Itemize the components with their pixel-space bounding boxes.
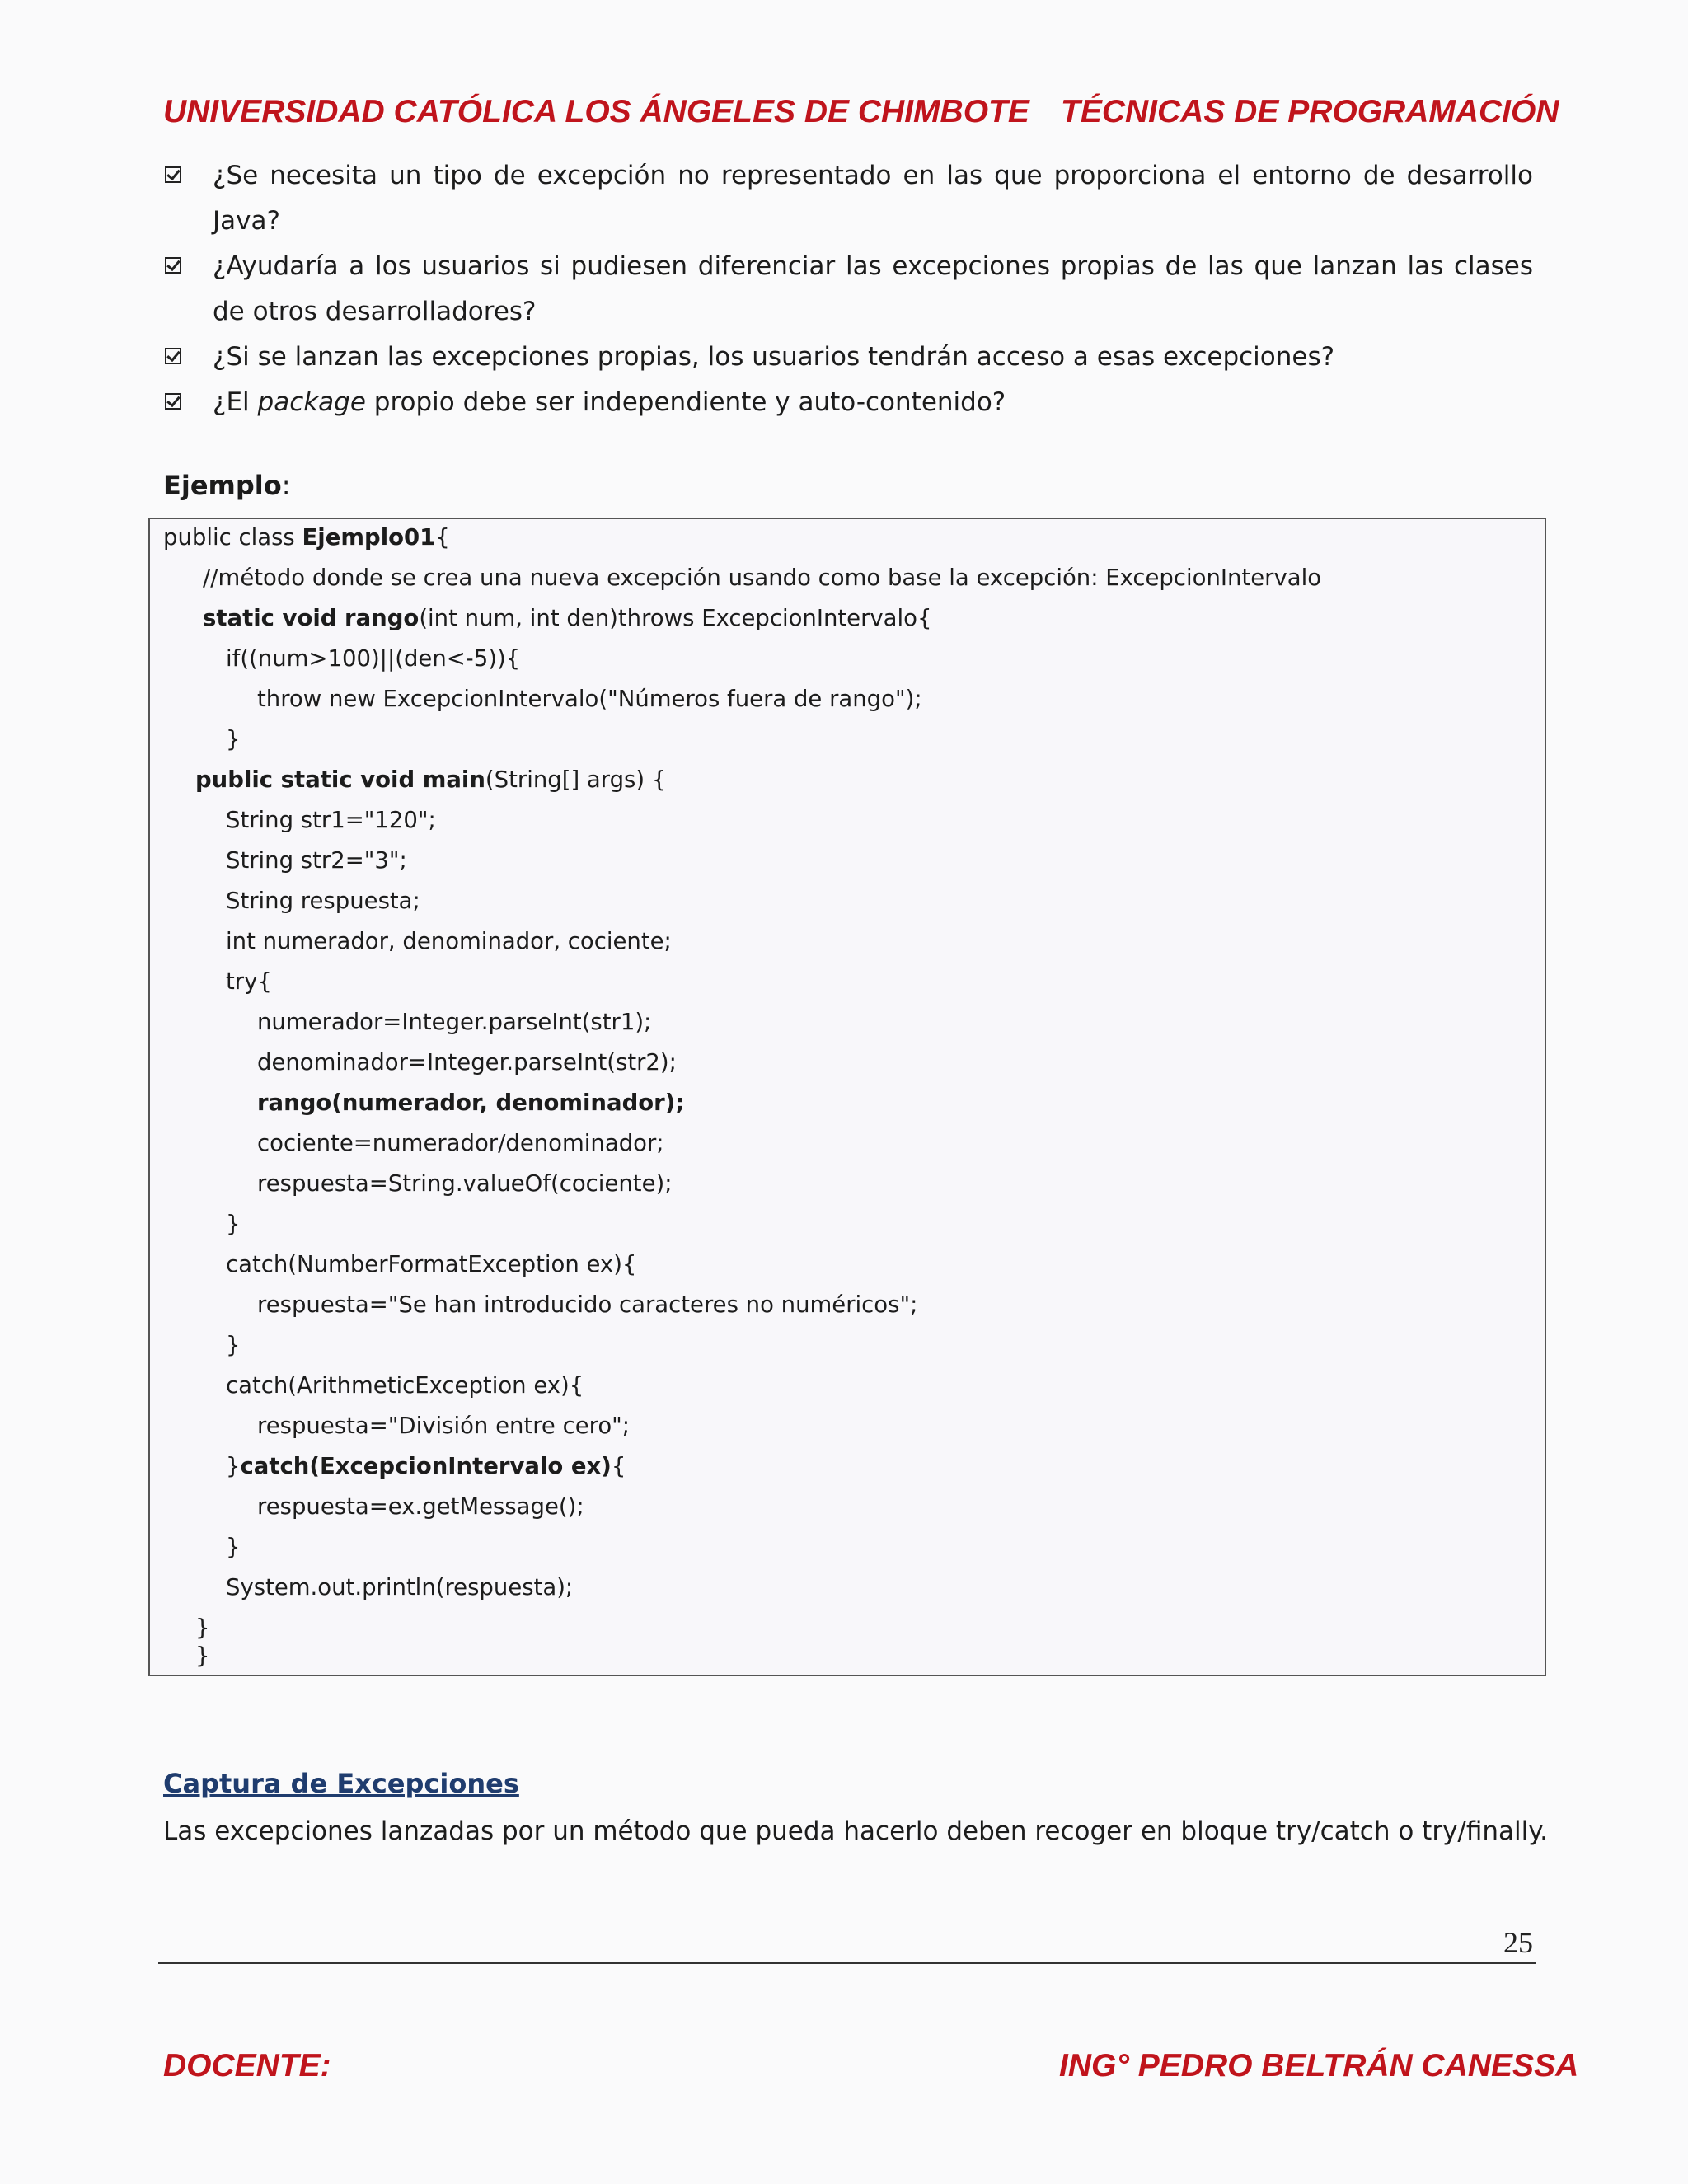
code-line: //método donde se crea una nueva excepción usando como base la excepción: ExcepcionIntervalo [203,565,1322,591]
code-line: numerador=Integer.parseInt(str1); [257,1009,652,1035]
code-line: System.out.println(respuesta); [226,1574,574,1601]
code-line: } [195,1643,210,1669]
page-number: 25 [1503,1926,1533,1959]
code-line: String respuesta; [226,888,420,914]
checklist [163,153,1533,425]
checklist-item-text: ¿Se necesita un tipo de excepción no representado en las que proporciona el entorno de desarrollo Java? [213,161,1533,236]
code-line: if((num>100)||(den<-5)){ [226,645,521,672]
checklist-item-emphasis: package [257,387,366,417]
header-course: TÉCNICAS DE PROGRAMACIÓN [1061,94,1559,129]
code-line: } [226,1211,241,1237]
footer-docente-label: DOCENTE: [163,2048,331,2083]
checkbox-checked-icon [165,393,181,410]
code-line: catch(NumberFormatException ex){ [226,1251,637,1277]
code-line: denominador=Integer.parseInt(str2); [257,1049,677,1076]
checklist-item-text: ¿Si se lanzan las excepciones propias, los usuarios tendrán acceso a esas excepciones? [213,342,1335,372]
code-line: static void rango(int num, int den)throws ExcepcionIntervalo{ [203,605,932,631]
code-line: String str1="120"; [226,807,436,833]
section-text: Las excepciones lanzadas por un método que pueda hacerlo deben recoger en bloque try/catch o try/finally. [163,1816,1549,1846]
footer-teacher-name: ING° PEDRO BELTRÁN CANESSA [1059,2048,1579,2083]
code-line: throw new ExcepcionIntervalo("Números fuera de rango"); [257,686,922,712]
code-line: } [226,726,241,752]
checkbox-checked-icon [165,257,181,274]
code-line: String str2="3"; [226,847,407,874]
example-label: Ejemplo [163,470,282,501]
section-title: Captura de Excepciones [163,1768,519,1799]
code-line: respuesta=ex.getMessage(); [257,1493,584,1520]
checkbox-checked-icon [165,166,181,183]
checklist-item-text-pre: ¿El [213,387,258,417]
code-line: respuesta="Se han introducido caracteres no numéricos"; [257,1291,918,1318]
code-line: int numerador, denominador, cociente; [226,928,672,954]
example-heading [163,470,291,501]
code-line: }catch(ExcepcionIntervalo ex){ [226,1453,626,1479]
code-line: rango(numerador, denominador); [257,1090,685,1116]
checkbox-checked-icon [165,348,181,364]
code-line: } [226,1332,241,1358]
checklist-item [163,244,1533,335]
checklist-item [163,335,1533,380]
checklist-item [163,153,1533,244]
code-block [148,518,1546,1676]
code-line: respuesta=String.valueOf(cociente); [257,1170,673,1197]
code-line: public class Ejemplo01{ [163,524,450,551]
example-colon: : [281,470,291,501]
checklist-item-text-post: propio debe ser independiente y auto-contenido? [365,387,1006,417]
footer-divider [158,1962,1536,1964]
code-line: cociente=numerador/denominador; [257,1130,664,1156]
code-line: public static void main(String[] args) { [195,766,667,793]
checklist-item [163,380,1533,425]
code-line: catch(ArithmeticException ex){ [226,1372,584,1399]
code-line: respuesta="División entre cero"; [257,1413,631,1439]
checklist-item-text: ¿Ayudaría a los usuarios si pudiesen diferenciar las excepciones propias de las que lanzan las clases de otros desarrolladores? [213,251,1533,326]
code-line: } [195,1615,210,1641]
header-university: UNIVERSIDAD CATÓLICA LOS ÁNGELES DE CHIMBOTE [163,94,1029,129]
code-line: } [226,1534,241,1560]
code-line: try{ [226,968,272,995]
